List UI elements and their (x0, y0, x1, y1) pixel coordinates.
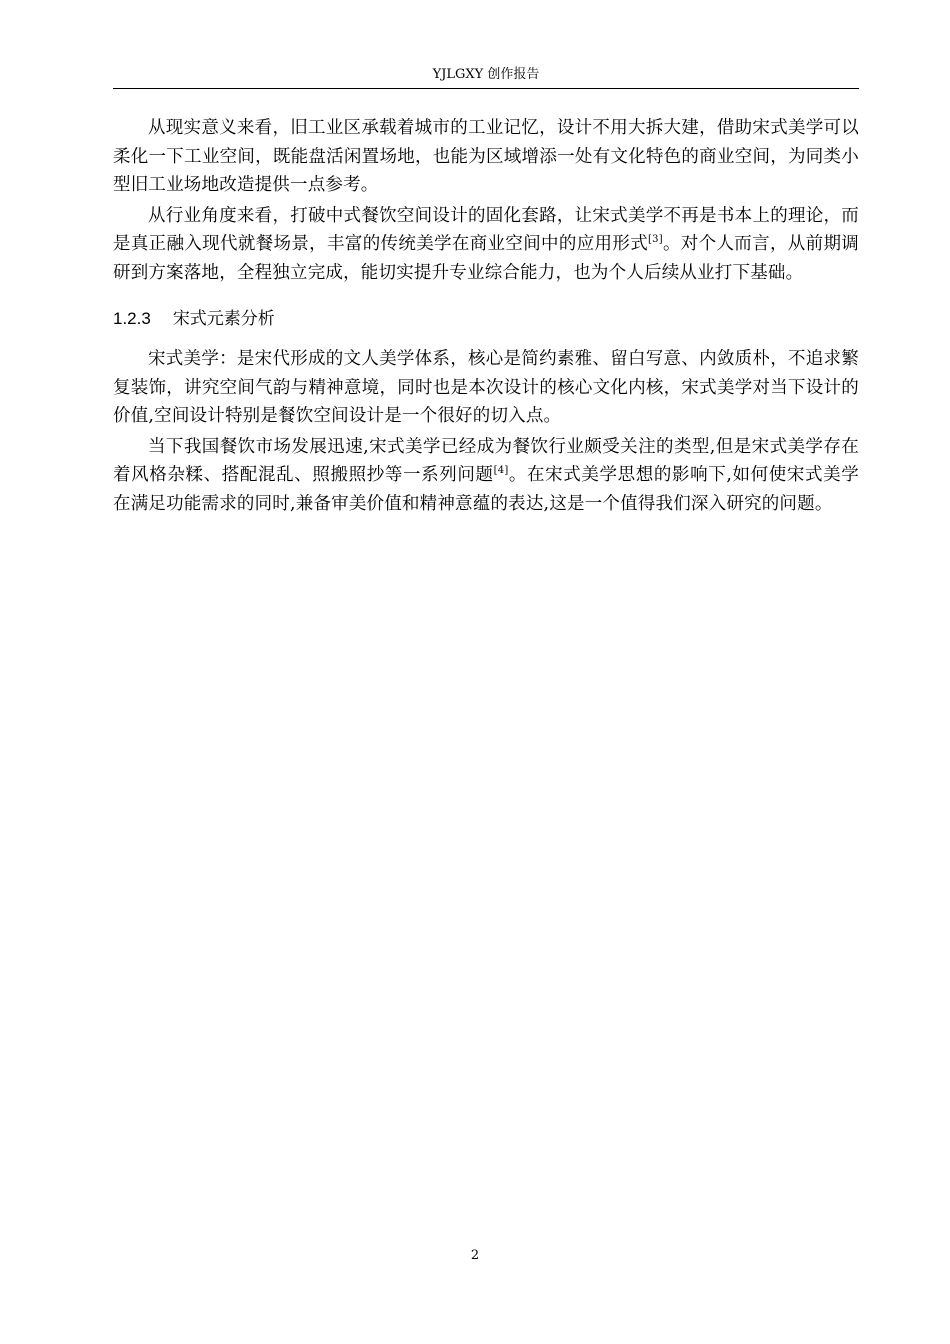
paragraph-text-continued: 。在宋式美学思想的影响下,如何使宋式美学在满足功能需求的同时,兼备审美价值和精神意蕴的表达,这是一个值得我们深入研究的问题。 (113, 465, 860, 514)
page-number: 2 (470, 1248, 480, 1263)
paragraph-industry-perspective (113, 202, 859, 288)
paragraph-text: 从行业角度来看，打破中式餐饮空间设计的固化套路，让宋式美学不再是书本上的理论，而是真正融入现代就餐场景，丰富的传统美学在商业空间中的应用形式 (113, 205, 859, 254)
paragraph-text-continued: 。对个人而言，从前期调研到方案落地，全程独立完成，能切实提升专业综合能力，也为个人后续从业打下基础。 (113, 234, 859, 283)
header-title: YJLGXY 创作报告 (432, 67, 540, 82)
section-title: 宋式元素分析 (172, 309, 275, 329)
paragraph-market-problems (113, 433, 859, 519)
citation-ref: [3] (648, 234, 663, 246)
paragraph-practical-significance (113, 114, 859, 200)
page-header (113, 67, 859, 89)
paragraph-text: 从现实意义来看，旧工业区承载着城市的工业记忆，设计不用大拆大建，借助宋式美学可以柔化一下工业空间，既能盘活闲置场地，也能为区域增添一处有文化特色的商业空间，为同类小型旧工业场地改造提供一点参考。 (113, 118, 859, 195)
document-body (113, 114, 859, 518)
paragraph-text: 宋式美学：是宋代形成的文人美学体系，核心是简约素雅、留白写意、内敛质朴，不追求繁复装饰，讲究空间气韵与精神意境，同时也是本次设计的核心文化内核，宋式美学对当下设计的价值,空间设计特别是餐饮空间设计是一个很好的切入点。 (113, 349, 859, 426)
section-heading (113, 307, 859, 331)
paragraph-text: 当下我国餐饮市场发展迅速,宋式美学已经成为餐饮行业颇受关注的类型,但是宋式美学存在着风格杂糅、搭配混乱、照搬照抄等一系列问题 (113, 436, 859, 485)
paragraph-song-aesthetics-definition (113, 345, 859, 431)
section-number: 1.2.3 (113, 309, 151, 328)
citation-ref: [4] (493, 465, 509, 477)
